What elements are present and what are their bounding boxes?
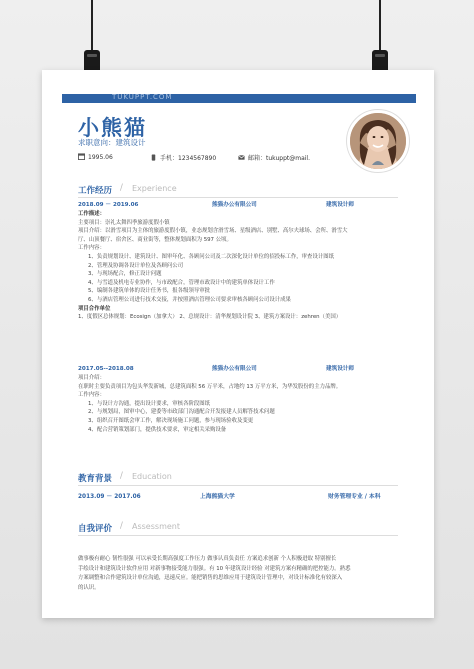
job-description-line: 6、与酒店管理公司进行技术交接，并按照酒店管理公司要求审核各顾问公司设计成果 <box>88 296 291 303</box>
job-intent: 求职意向：建筑设计 <box>78 138 146 147</box>
job-description-line: 1、与设计方沟通，提出设计要求，审核各阶段图纸 <box>88 400 211 407</box>
job-2-head <box>78 365 398 374</box>
job-2-description <box>78 374 398 434</box>
section-slash-assessment: / <box>120 521 123 531</box>
job-description-line: 2、与规划局，图审中心，建委等市政部门沟通配合开发报建人员解答技术问题 <box>88 409 275 416</box>
job-description-line: 4、与雪道及机电专业协作，与市政配合，管理市政设计中的建筑单体设计工作 <box>88 279 275 286</box>
job-1-head <box>78 201 398 210</box>
assessment-line: 方案调整和合作建筑设计单位沟通，迅速反应。能把销售的思维应用于建筑设计管理中，对设计标准化有较深入 <box>78 575 343 581</box>
email-label: 邮箱： <box>248 155 267 162</box>
section-en-education: Education <box>132 472 172 481</box>
job-2-position: 建筑设计师 <box>326 366 354 372</box>
phone-icon <box>150 154 157 161</box>
phone-label: 手机： <box>160 155 179 162</box>
job-2-company: 熊猫办公有限公司 <box>212 366 257 372</box>
job-description-line: 工作内容： <box>78 392 105 399</box>
header-bar <box>62 94 416 103</box>
job-description-line: 项目介绍： <box>78 375 105 381</box>
job-description-line: 主要项目：崇礼太舞四季旅游度假小镇 <box>78 219 170 226</box>
job-1-position: 建筑设计师 <box>326 202 354 208</box>
profile-photo <box>347 110 409 172</box>
section-en-assessment: Assessment <box>132 522 180 531</box>
section-divider-assessment <box>78 535 398 536</box>
job-1 <box>78 201 398 322</box>
mail-icon <box>238 154 245 161</box>
assessment-line: 做事极有耐心 韧性很强 可以承受长期高强度工作压力 做事认真负责任 方案追求创新 个人积极进取 特别擅长 <box>78 556 337 562</box>
job-description-line: 4、配合营销策划部门，提供技术要求，审定相关采购设备 <box>88 426 227 433</box>
education-period: 2013.09 － 2017.06 <box>78 494 141 500</box>
job-description-line: 项目介绍：以滑雪项目为主体的旅游度假小镇，业态规划含滑雪场、星级酒店、别墅、高尔夫球场、会所、滑雪大 <box>78 228 348 235</box>
job-description-line: 3、组织召开图纸会审工作，解决现场施工问题，参与现场验收及变更 <box>88 417 254 424</box>
self-assessment-text <box>78 555 398 593</box>
contact-birth <box>78 153 113 161</box>
job-1-description <box>78 210 398 322</box>
resume-paper <box>42 70 434 618</box>
education-row <box>78 491 398 500</box>
section-slash-education: / <box>120 471 123 481</box>
section-title-assessment: 自我评价 <box>78 524 113 534</box>
job-1-company: 熊猫办公有限公司 <box>212 202 257 208</box>
job-description-line: 工作内容： <box>78 245 105 252</box>
calendar-icon <box>78 153 85 160</box>
job-description-line: 厅、山顶餐厅、宿舍区、商业街等，整体规划面积为 597 公顷。 <box>78 236 232 243</box>
job-description-line: 1、度假区总体规划：Ecosign（加拿大） 2、总规设计：清华规划设计院 3、建筑方案设计：zehren（美国） <box>78 314 342 321</box>
contact-phone <box>150 153 216 162</box>
phone-value: 1234567890 <box>178 155 217 162</box>
assessment-line: 手绘设计和建筑设计软件应用 对新事物接受能力很强。有 10 年建筑设计经验 对建筑方案有精确的把控能力。熟悉 <box>78 565 351 572</box>
watermark-text: TUKUPPT.COM <box>112 93 173 101</box>
job-2 <box>78 365 398 434</box>
section-divider-education <box>78 485 398 486</box>
job-description-line: 2、管理及协调各设计单位及各顾问公司 <box>88 262 184 269</box>
section-title-work: 工作经历 <box>78 186 113 196</box>
candidate-name: 小熊猫 <box>78 116 147 140</box>
job-description-line: 3、与现场配合，修正设计问题 <box>88 271 162 278</box>
job-description-line: 在职时主要负责项目为包头华发新城，总建筑面积 56 万平米，占地约 13 万平方米，为华发股份的主力品牌。 <box>78 383 342 390</box>
contact-email <box>238 153 310 162</box>
binder-clip-left <box>84 0 100 76</box>
job-2-period: 2017.05--2018.08 <box>78 366 134 372</box>
section-divider-work <box>78 197 398 198</box>
job-description-line: 工作描述： <box>78 211 105 217</box>
job-description-line: 5、编制各建筑单体的设计任务书，报各级领导审批 <box>88 288 211 295</box>
job-description-line: 1、负责规划设计、建筑设计、图审年化、各顾问公司及二次深化设计单位的招投标工作，审查设计图纸 <box>88 253 335 260</box>
section-slash-work: / <box>120 183 123 193</box>
education-major: 财务管理专业 / 本科 <box>328 494 381 500</box>
education-school: 上海熊猫大学 <box>200 494 235 500</box>
job-description-line: 项目合作单位 <box>78 305 111 312</box>
section-title-education: 教育背景 <box>78 474 113 484</box>
assessment-line: 的认识。 <box>78 584 100 591</box>
birth-value: 1995.06 <box>88 154 113 161</box>
binder-clip-right <box>372 0 388 76</box>
email-value: tukuppt@mail. <box>266 155 310 162</box>
job-1-period: 2018.09 － 2019.06 <box>78 202 139 208</box>
section-en-work: Experience <box>132 184 177 193</box>
